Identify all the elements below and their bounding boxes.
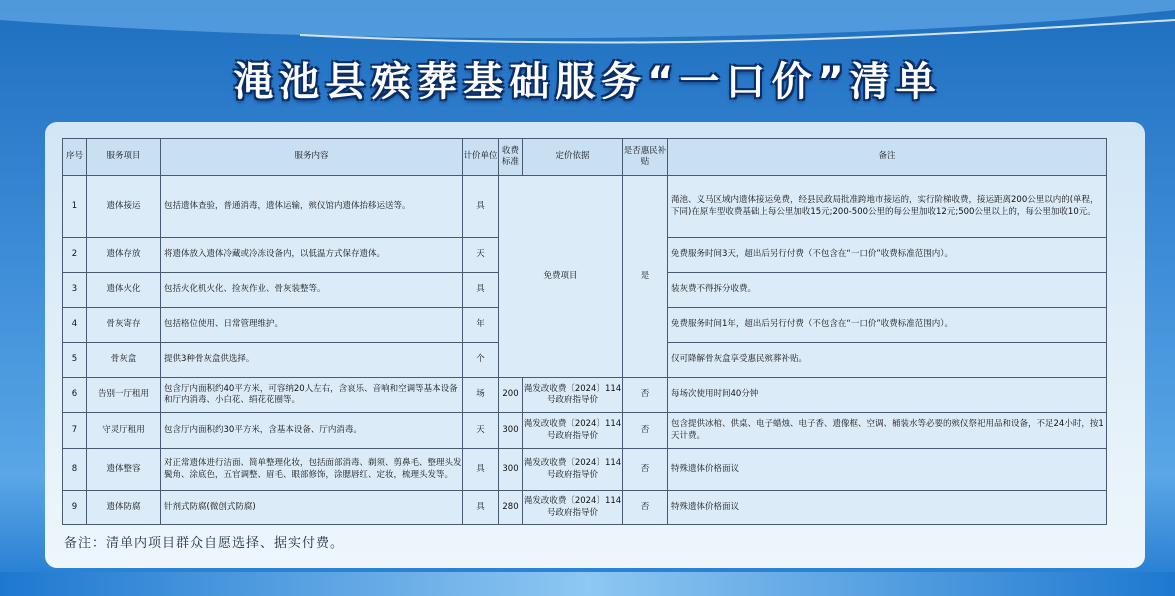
- row-note: 特殊遗体价格面议: [668, 449, 1107, 491]
- row-item: 守灵厅租用: [87, 413, 161, 449]
- row-price: 300: [499, 449, 523, 491]
- row-content: 包括火化机火化、捡灰作业、骨灰装整等。: [161, 273, 463, 308]
- header-content: 服务内容: [161, 139, 463, 176]
- row-subsidy: 否: [623, 491, 668, 525]
- row-note: 免费服务时间3天，超出后另行付费（不包含在“一口价”收费标准范围内）。: [668, 238, 1107, 273]
- row-no: 6: [63, 378, 87, 413]
- row-no: 7: [63, 413, 87, 449]
- row-unit: 年: [463, 308, 499, 343]
- row-content: 包含厅内面积约40平方米，可容纳20人左右，含哀乐、音响和空调等基本设备和厅内消毒、小白花、绢花花圈等。: [161, 378, 463, 413]
- row-unit: 具: [463, 491, 499, 525]
- row-item: 告别一厅租用: [87, 378, 161, 413]
- row-no: 2: [63, 238, 87, 273]
- row-unit: 具: [463, 273, 499, 308]
- row-no: 1: [63, 176, 87, 238]
- decorative-bottom-band: [0, 572, 1175, 596]
- row-unit: 天: [463, 413, 499, 449]
- row-content: 包含厅内面积约30平方米，含基本设备、厅内消毒。: [161, 413, 463, 449]
- row-basis: 渑发改收费〔2024〕114号政府指导价: [523, 449, 623, 491]
- page-title: 渑池县殡葬基础服务“一口价”清单: [233, 59, 942, 105]
- table-row: [63, 378, 1107, 413]
- row-item: 遗体火化: [87, 273, 161, 308]
- table-row: [63, 413, 1107, 449]
- row-content: 提供3种骨灰盒供选择。: [161, 343, 463, 378]
- header-item: 服务项目: [87, 139, 161, 176]
- header-no: 序号: [63, 139, 87, 176]
- row-item: 骨灰寄存: [87, 308, 161, 343]
- footnote: 备注：清单内项目群众自愿选择、据实付费。: [64, 536, 345, 551]
- header-subsidy: 是否惠民补贴: [623, 139, 668, 176]
- row-content: 对正常遗体进行洁面、简单整理化妆，包括面部消毒、剃须、剪鼻毛、整理头发鬓角、涂底色，五官调整、眉毛、眼部修饰，涂腮唇红、定妆，梳理头发等。: [161, 449, 463, 491]
- row-content: 针剂式防腐(微创式防腐): [161, 491, 463, 525]
- row-note: 免费服务时间1年，超出后另行付费（不包含在“一口价”收费标准范围内）。: [668, 308, 1107, 343]
- row-content: 包括格位使用、日常管理维护。: [161, 308, 463, 343]
- row-unit: 个: [463, 343, 499, 378]
- row-item: 遗体存放: [87, 238, 161, 273]
- row-note: 包含提供冰棺、供桌、电子蜡烛、电子香、遗像框、空调、桶装水等必要的殡仪祭祀用品和设备，不足24小时，按1天计费。: [668, 413, 1107, 449]
- row-no: 8: [63, 449, 87, 491]
- table-row: [63, 449, 1107, 491]
- row-price: 300: [499, 413, 523, 449]
- row-item: 骨灰盒: [87, 343, 161, 378]
- table-header: [63, 139, 1107, 176]
- row-note: 特殊遗体价格面议: [668, 491, 1107, 525]
- row-note: 装灰费不得拆分收费。: [668, 273, 1107, 308]
- header-note: 备注: [668, 139, 1107, 176]
- row-item: 遗体防腐: [87, 491, 161, 525]
- row-basis: 渑发改收费〔2024〕114号政府指导价: [523, 491, 623, 525]
- row-note: 每场次使用时间40分钟: [668, 378, 1107, 413]
- price-list-table: [62, 138, 1107, 525]
- row-unit: 天: [463, 238, 499, 273]
- table-row: [63, 176, 1107, 238]
- header-unit: 计价单位: [463, 139, 499, 176]
- row-item: 遗体整容: [87, 449, 161, 491]
- row-item: 遗体接运: [87, 176, 161, 238]
- row-subsidy: 否: [623, 378, 668, 413]
- free-subsidy: 是: [623, 176, 668, 378]
- row-subsidy: 否: [623, 413, 668, 449]
- row-content: 将遗体放入遗体冷藏或冷冻设备内，以低温方式保存遗体。: [161, 238, 463, 273]
- row-price: 280: [499, 491, 523, 525]
- row-note: 渑池、义马区域内遗体接运免费，经县民政局批准跨地市接运的，实行阶梯收费，接运距离200公里以内的(单程，下同)在原车型收费基础上每公里加收15元;200-500公里的每公里加收12元;500公里以上的，每公里加收10元。: [668, 176, 1107, 238]
- row-unit: 具: [463, 449, 499, 491]
- row-no: 3: [63, 273, 87, 308]
- row-unit: 具: [463, 176, 499, 238]
- row-price: 200: [499, 378, 523, 413]
- header-basis: 定价依据: [523, 139, 623, 176]
- free-item-label: 免费项目: [499, 176, 623, 378]
- header-price: 收费标准: [499, 139, 523, 176]
- row-unit: 场: [463, 378, 499, 413]
- row-no: 9: [63, 491, 87, 525]
- row-note: 仅可降解骨灰盒享受惠民殡葬补贴。: [668, 343, 1107, 378]
- row-content: 包括遗体查验，普通消毒，遗体运输，殡仪馆内遗体抬移运送等。: [161, 176, 463, 238]
- table-row: [63, 491, 1107, 525]
- row-no: 4: [63, 308, 87, 343]
- row-subsidy: 否: [623, 449, 668, 491]
- row-basis: 渑发改收费〔2024〕114号政府指导价: [523, 378, 623, 413]
- row-basis: 渑发改收费〔2024〕114号政府指导价: [523, 413, 623, 449]
- row-no: 5: [63, 343, 87, 378]
